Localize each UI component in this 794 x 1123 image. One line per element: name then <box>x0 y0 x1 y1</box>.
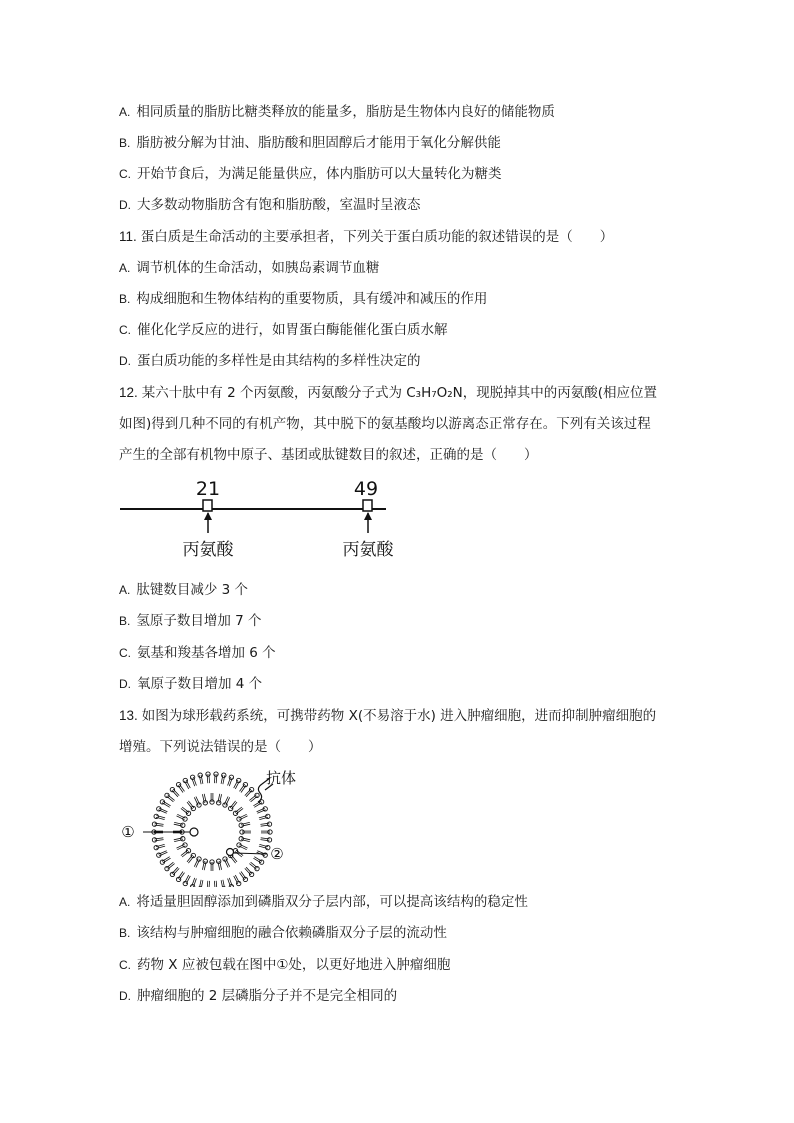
phospholipid-tail <box>199 880 201 887</box>
option-text: 大多数动物脂肪含有饱和脂肪酸，室温时呈液态 <box>137 197 421 213</box>
option-text: 氧原子数目增加 4 个 <box>137 676 263 692</box>
question-text: 蛋白质是生命活动的主要承担者，下列关于蛋白质功能的叙述错误的是（ ） <box>140 229 614 245</box>
phospholipid-head <box>210 860 214 864</box>
option-text: 蛋白质功能的多样性是由其结构的多样性决定的 <box>137 353 421 369</box>
phospholipid-tail <box>216 881 217 887</box>
phospholipid-tail <box>194 859 198 867</box>
option-label: A. <box>119 583 131 597</box>
q12-option-b <box>119 611 262 631</box>
phospholipid-tail <box>186 876 190 884</box>
question-text: 产生的全部有机物中原子、基团或肽键数目的叙述，正确的是（ ） <box>119 447 538 463</box>
question-text: 增殖。下列说法错误的是（ ） <box>119 739 322 755</box>
phospholipid-tail <box>194 797 198 805</box>
option-text: 氢原子数目增加 7 个 <box>136 613 262 629</box>
q12-stem-line-3 <box>119 445 538 465</box>
q12-stem-line-2 <box>119 414 651 434</box>
option-label: B. <box>119 292 131 306</box>
q11-option-d <box>119 351 421 371</box>
option-text: 脂肪被分解为甘油、脂肪酸和胆固醇后才能用于氧化分解供能 <box>136 135 501 151</box>
phospholipid-head <box>267 838 271 842</box>
inner-core-marker <box>190 828 198 836</box>
option-text: 构成细胞和生物体结构的重要物质，具有缓冲和减压的作用 <box>136 291 488 307</box>
question-text: 如图)得到几种不同的有机产物，其中脱下的氨基酸均以游离态正常存在。下列有关该过程 <box>119 416 651 432</box>
option-label: A. <box>119 261 131 275</box>
q12-option-c <box>119 643 276 663</box>
option-text: 该结构与肿瘤细胞的融合依赖磷脂双分子层的流动性 <box>136 925 447 941</box>
q11-option-b <box>119 289 487 309</box>
phospholipid-tail <box>239 814 247 818</box>
option-label: D. <box>119 198 131 212</box>
phospholipid-head <box>240 830 244 834</box>
option-text: 将适量胆固醇添加到磷脂双分子层内部，可以提高该结构的稳定性 <box>136 894 528 910</box>
phospholipid-head <box>214 772 218 776</box>
phospholipid-tail <box>223 880 225 887</box>
option-label: B. <box>119 926 131 940</box>
alanine-residue-box-1 <box>203 500 212 511</box>
q11-option-c <box>119 320 448 340</box>
position-label-49: 49 <box>353 478 379 500</box>
option-label: A. <box>119 895 131 909</box>
phospholipid-tail <box>214 881 215 887</box>
q10-option-d <box>119 195 421 215</box>
liposome-figure <box>115 762 315 887</box>
option-label: D. <box>119 677 131 691</box>
q10-option-c <box>119 164 502 184</box>
question-number: 11. <box>119 229 137 244</box>
q13-stem-line-1 <box>119 706 656 726</box>
phospholipid-tail <box>226 859 230 867</box>
option-label: C. <box>119 167 131 181</box>
q12-stem-line-1 <box>119 383 657 403</box>
phospholipid-tail <box>177 846 185 850</box>
phospholipid-head <box>152 838 156 842</box>
phospholipid-tail <box>239 846 247 850</box>
option-label: D. <box>119 989 131 1003</box>
alanine-label-2: 丙氨酸 <box>342 540 393 560</box>
option-text: 相同质量的脂肪比糖类释放的能量多，脂肪是生物体内良好的储能物质 <box>136 104 555 120</box>
phospholipid-tail <box>234 780 238 788</box>
phospholipid-tail <box>158 810 166 814</box>
q12-option-d <box>119 674 262 694</box>
peptide-chain-figure <box>118 475 393 565</box>
option-label: B. <box>119 614 131 628</box>
option-label: C. <box>119 323 131 337</box>
q13-option-c <box>119 955 450 975</box>
arrow-up-icon <box>364 512 372 520</box>
option-text: 氨基和羧基各增加 6 个 <box>137 645 276 661</box>
option-label: C. <box>119 646 131 660</box>
question-text: 如图为球形载药系统，可携带药物 X(不易溶于水) 进入肿瘤细胞，进而抑制肿瘤细胞的 <box>141 708 657 724</box>
phospholipid-tail <box>234 876 238 884</box>
phospholipid-head <box>268 830 272 834</box>
option-label: C. <box>119 958 131 972</box>
position-label-21: 21 <box>195 478 221 500</box>
option-label: D. <box>119 354 131 368</box>
phospholipid-head <box>206 772 210 776</box>
phospholipid-tail <box>207 881 208 887</box>
phospholipid-head <box>210 800 214 804</box>
q13-option-a <box>119 892 528 912</box>
bilayer-interior-marker <box>227 849 234 856</box>
phospholipid-tail <box>186 780 190 788</box>
phospholipid-tail <box>158 851 166 855</box>
arrow-up-icon <box>204 512 212 520</box>
q12-option-a <box>119 580 248 600</box>
phospholipid-head <box>152 822 156 826</box>
marker-2-label: ② <box>270 845 284 863</box>
option-text: 肽键数目减少 3 个 <box>136 582 249 598</box>
question-number: 12. <box>119 385 138 400</box>
q10-option-a <box>119 102 555 122</box>
phospholipid-tail <box>257 810 265 814</box>
q11-stem <box>119 227 613 247</box>
phospholipid-tail <box>201 880 203 887</box>
option-label: A. <box>119 105 131 119</box>
phospholipid-tail <box>226 797 230 805</box>
phospholipid-tail <box>221 880 223 887</box>
option-text: 肿瘤细胞的 2 层磷脂分子并不是完全相同的 <box>137 988 398 1004</box>
q10-option-b <box>119 133 501 153</box>
q13-option-b <box>119 923 447 943</box>
antibody-label: 抗体 <box>265 769 297 787</box>
option-text: 催化化学反应的进行，如胃蛋白酶能催化蛋白质水解 <box>137 322 448 338</box>
option-text: 调节机体的生命活动，如胰岛素调节血糖 <box>136 260 380 276</box>
q13-option-d <box>119 986 397 1006</box>
q13-stem-line-2 <box>119 737 322 757</box>
phospholipid-bilayer <box>152 772 272 887</box>
question-number: 13. <box>119 708 138 723</box>
phospholipid-head <box>267 822 271 826</box>
alanine-label-1: 丙氨酸 <box>182 540 234 560</box>
option-label: B. <box>119 136 131 150</box>
question-text: 某六十肽中有 2 个丙氨酸，丙氨酸分子式为 C₃H₇O₂N，现脱掉其中的丙氨酸(相应位置 <box>141 385 658 401</box>
option-text: 药物 X 应被包载在图中①处，以更好地进入肿瘤细胞 <box>137 957 451 973</box>
option-text: 开始节食后，为满足能量供应，体内脂肪可以大量转化为糖类 <box>137 166 502 182</box>
q11-option-a <box>119 258 379 278</box>
phospholipid-tail <box>209 881 210 887</box>
phospholipid-tail <box>177 814 185 818</box>
marker-1-label: ① <box>121 823 135 841</box>
alanine-residue-box-2 <box>363 500 372 511</box>
